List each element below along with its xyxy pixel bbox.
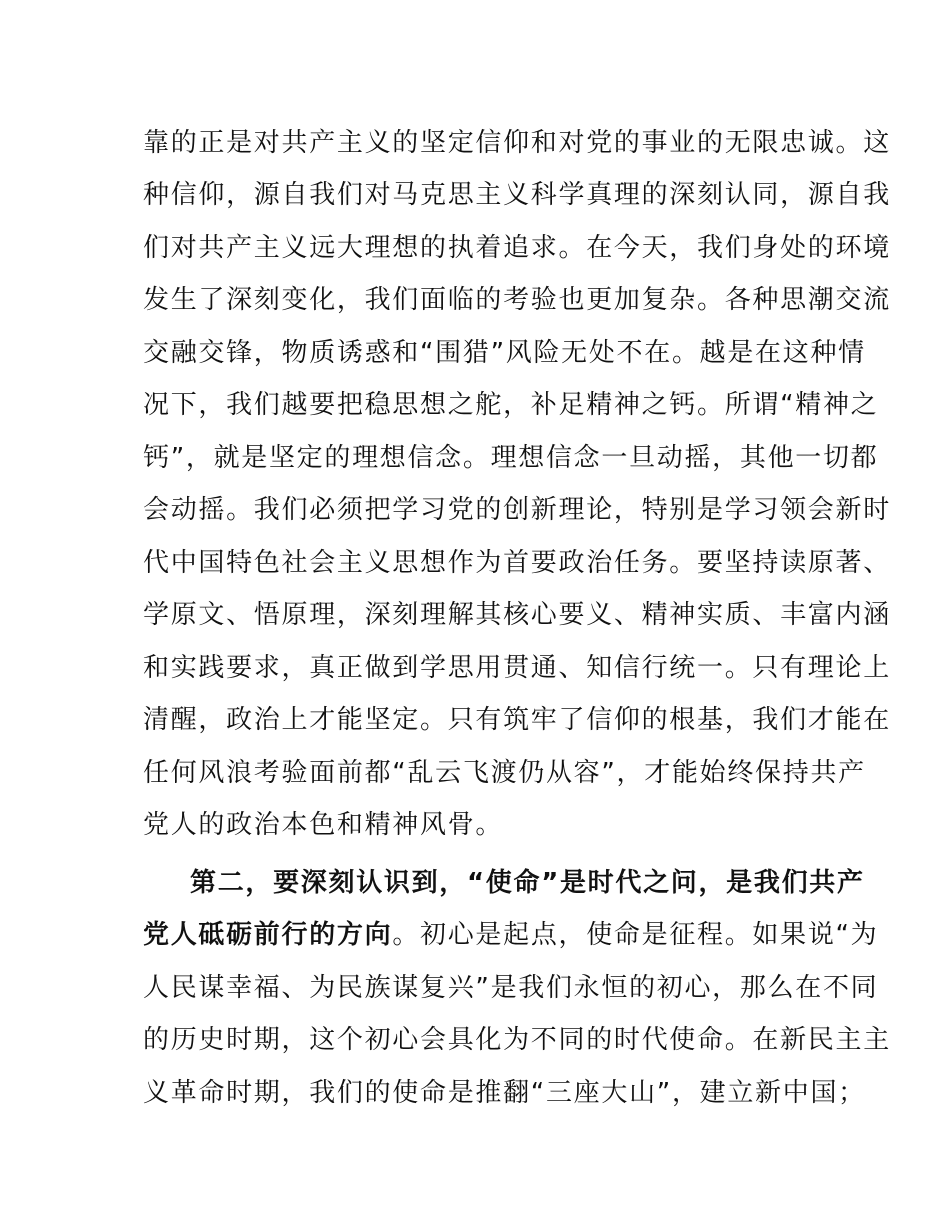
text-line: 况下，我们越要把稳思想之舵，补足精神之钙。所谓“精神之 bbox=[143, 390, 879, 420]
text-line: 和实践要求，真正做到学思用贯通、知信行统一。只有理论上 bbox=[143, 653, 891, 683]
section-heading-line: 第二，要深刻认识到，“使命”是时代之问，是我们共产 bbox=[190, 868, 865, 898]
text-line: 人民谋幸福、为民族谋复兴”是我们永恒的初心，那么在不同 bbox=[143, 973, 879, 1003]
text-line: 代中国特色社会主义思想作为首要政治任务。要坚持读原著、 bbox=[143, 548, 891, 578]
text-line: 义革命时期，我们的使命是推翻“三座大山”，建立新中国； bbox=[143, 1078, 866, 1108]
text-line: 学原文、悟原理，深刻理解其核心要义、精神实质、丰富内涵 bbox=[143, 600, 891, 630]
text-line: 会动摇。我们必须把学习党的创新理论，特别是学习领会新时 bbox=[143, 495, 891, 525]
section-heading-end: 党人砥砺前行的方向 bbox=[143, 920, 393, 950]
text-line: 发生了深刻变化，我们面临的考验也更加复杂。各种思潮交流 bbox=[143, 285, 891, 315]
text-span: 。初心是起点，使命是征程。如果说“为 bbox=[392, 920, 879, 950]
text-line: 们对共产主义远大理想的执着追求。在今天，我们身处的环境 bbox=[143, 233, 891, 263]
text-line: 交融交锋，物质诱惑和“围猎”风险无处不在。越是在这种情 bbox=[143, 338, 866, 368]
text-line: 党人的政治本色和精神风骨。 bbox=[143, 810, 504, 840]
text-line: 种信仰，源自我们对马克思主义科学真理的深刻认同，源自我 bbox=[143, 180, 891, 210]
text-line: 的历史时期，这个初心会具化为不同的时代使命。在新民主主 bbox=[143, 1025, 891, 1055]
text-line: 靠的正是对共产主义的坚定信仰和对党的事业的无限忠诚。这 bbox=[143, 128, 891, 158]
text-line bbox=[143, 920, 878, 950]
text-line: 钙”，就是坚定的理想信念。理想信念一旦动摇，其他一切都 bbox=[143, 443, 879, 473]
text-line: 任何风浪考验面前都“乱云飞渡仍从容”，才能始终保持共产 bbox=[143, 758, 866, 788]
text-line: 清醒，政治上才能坚定。只有筑牢了信仰的根基，我们才能在 bbox=[143, 705, 891, 735]
